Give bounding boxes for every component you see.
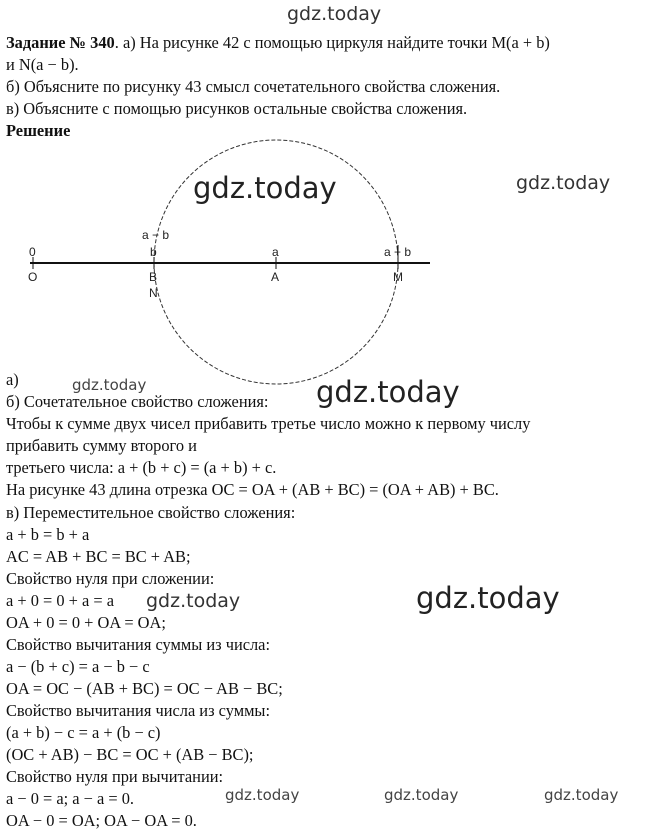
label-O: O (28, 270, 38, 284)
watermark: gdz.today (287, 3, 382, 25)
task-line-2: и N(a − b). (6, 55, 79, 74)
solution-line: прибавить сумму второго и (6, 436, 197, 455)
solution-line: OA + 0 = 0 + OA = OA; (6, 613, 166, 632)
solution-line: OA = OC − (AB + BC) = OC − AB − BC; (6, 679, 283, 698)
solution-line: AC = AB + BC = BC + AB; (6, 547, 191, 566)
label-B: B (149, 270, 158, 284)
watermark: gdz.today (516, 172, 611, 194)
label-N: N (149, 286, 158, 300)
label-a-minus-b: a − b (142, 228, 170, 242)
solution-b-heading: б) Сочетательное свойство сложения: (6, 392, 269, 411)
watermark: gdz.today (416, 581, 560, 615)
watermark: gdz.today (72, 376, 147, 394)
task-line-4: в) Объясните с помощью рисунков остальные свойства сложения. (6, 99, 468, 118)
task-line-1 (6, 33, 550, 53)
label-a-plus-b: a + b (384, 245, 412, 259)
label-A: A (271, 270, 280, 284)
solution-line: На рисунке 43 длина отрезка OC = OA + (AB + BC) = (OA + AB) + BC. (6, 480, 499, 499)
solution-line: (a + b) − c = a + (b − c) (6, 723, 161, 742)
solution-line: a + b = b + a (6, 525, 90, 544)
solution-line: третьего числа: a + (b + c) = (a + b) + c. (6, 458, 277, 477)
solution-line: Свойство вычитания числа из суммы: (6, 701, 271, 720)
solution-a-label: а) (6, 370, 19, 389)
watermark: gdz.today (146, 590, 241, 612)
watermark: gdz.today (225, 786, 300, 804)
watermark: gdz.today (544, 786, 619, 804)
solution-line: (OC + AB) − BC = OC + (AB − BC); (6, 745, 254, 764)
solution-line: Свойство вычитания суммы из числа: (6, 635, 271, 654)
solution-line: в) Переместительное свойство сложения: (6, 503, 296, 522)
label-M: M (393, 270, 403, 284)
label-a: a (272, 245, 279, 259)
task-text-a: . а) На рисунке 42 с помощью циркуля найдите точки M(a + b) (114, 33, 550, 52)
solution-heading: Решение (6, 121, 71, 140)
task-line-3: б) Объясните по рисунку 43 смысл сочетательного свойства сложения. (6, 77, 501, 96)
task-number: Задание № 340 (6, 33, 115, 52)
solution-line: OA − 0 = OA; OA − OA = 0. (6, 811, 197, 830)
watermark: gdz.today (193, 171, 337, 205)
watermark: gdz.today (316, 375, 460, 409)
solution-line: Свойство нуля при вычитании: (6, 767, 224, 786)
solution-line: Чтобы к сумме двух чисел прибавить третье число можно к первому числу (6, 414, 531, 433)
label-zero: 0 (29, 245, 36, 259)
solution-line: a − (b + c) = a − b − c (6, 657, 150, 676)
solution-line: a + 0 = 0 + a = a (6, 591, 114, 610)
label-b: b (150, 245, 157, 259)
watermark: gdz.today (384, 786, 459, 804)
solution-line: a − 0 = a; a − a = 0. (6, 789, 134, 808)
solution-line: Свойство нуля при сложении: (6, 569, 215, 588)
